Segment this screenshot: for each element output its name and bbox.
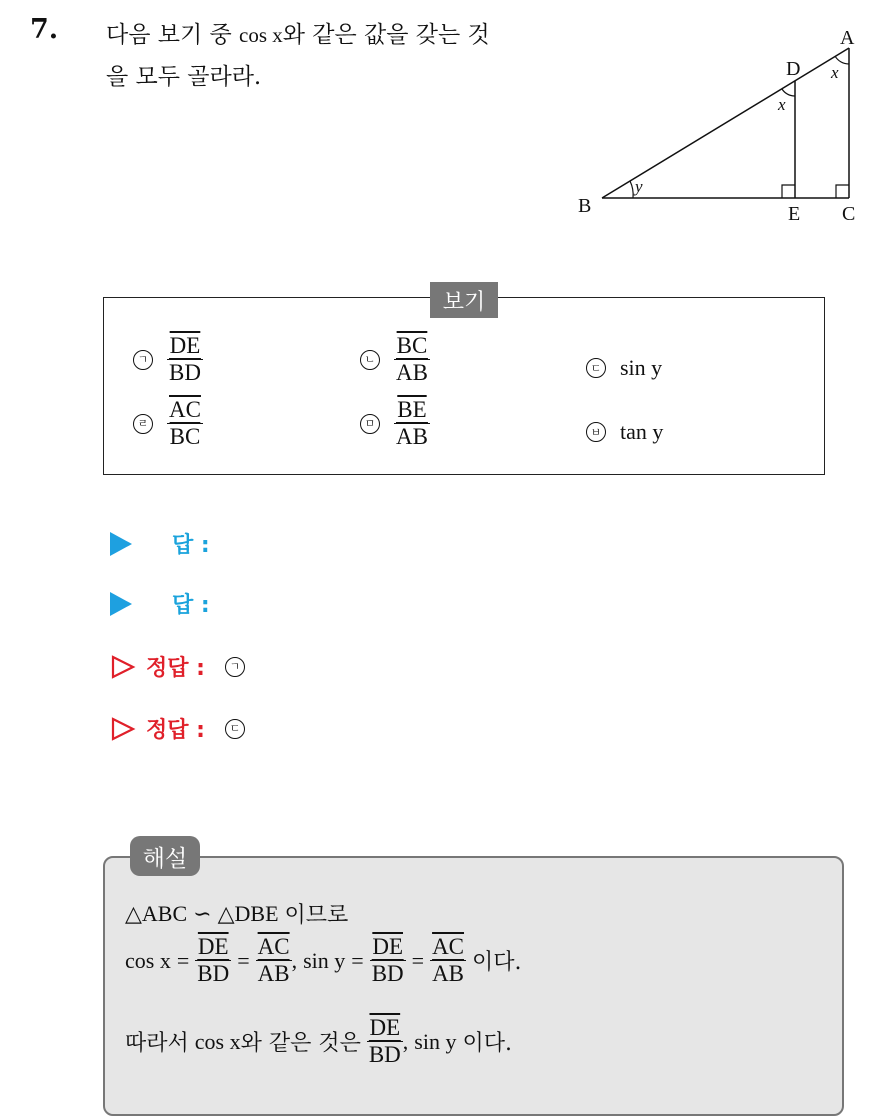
bogi-title: 보기 — [430, 282, 498, 318]
option-bieup — [586, 419, 663, 445]
explanation-line-3 — [125, 1016, 512, 1067]
option-marker: ㄱ — [133, 350, 153, 370]
equals-sign: = — [411, 947, 425, 973]
triangle-dbe: △DBE — [217, 900, 279, 926]
correct-answer-marker: ㄱ — [225, 657, 245, 677]
option-marker: ㄴ — [360, 350, 380, 370]
explanation-mid: 와 같은 것은 — [240, 1031, 361, 1057]
option-fraction: $\frac{\overline{AC}}{BC}$ — [169, 397, 201, 450]
comma: , — [291, 947, 298, 973]
answer-label: 답 : — [172, 533, 210, 558]
angle-x-at-D: x — [778, 95, 786, 114]
sin-y: sin y — [303, 947, 346, 973]
option-marker: ㄹ — [133, 414, 153, 434]
similar-symbol: ∽ — [193, 900, 212, 926]
label-C: C — [842, 203, 856, 225]
play-triangle-icon — [110, 592, 132, 616]
play-triangle-icon — [110, 532, 132, 556]
option-text: tan y — [620, 419, 664, 444]
correct-answer-line-1 — [110, 651, 259, 682]
triangle-abc: △ABC — [125, 900, 188, 926]
cos-x: cos x — [125, 947, 171, 973]
comma: , — [402, 1028, 409, 1054]
fraction-ac-ab: $\frac{\overline{AC}}{AB}$ — [432, 934, 465, 987]
sin-y: sin y — [414, 1028, 457, 1054]
explanation-line-1 — [125, 898, 348, 929]
answer-label: 답 : — [172, 593, 210, 618]
outline-triangle-icon — [110, 716, 136, 742]
bogi-box — [103, 297, 825, 475]
answer-line-1 — [110, 528, 210, 559]
correct-answer-marker: ㄷ — [225, 719, 245, 739]
option-giyeok — [133, 334, 203, 385]
correct-label: 정답 : — [146, 656, 205, 681]
option-text: sin y — [620, 355, 663, 380]
fraction-de-bd: $\frac{\overline{DE}}{BD}$ — [368, 1015, 401, 1068]
outline-triangle-icon — [110, 654, 136, 680]
option-fraction: $\frac{\overline{BE}}{AB}$ — [396, 397, 428, 450]
answer-line-2 — [110, 588, 210, 619]
cos-x: cos x — [194, 1028, 241, 1054]
option-fraction: $\frac{\overline{BC}}{AB}$ — [396, 333, 428, 386]
explanation-title: 해설 — [130, 836, 200, 876]
option-fraction: $\frac{\overline{DE}}{BD}$ — [169, 333, 201, 386]
angle-x-at-A: x — [831, 63, 839, 82]
explanation-prefix: 따라서 — [125, 1031, 189, 1057]
fraction-de-bd: $\frac{\overline{DE}}{BD}$ — [371, 934, 404, 987]
explanation-suffix: 이다. — [462, 1031, 512, 1057]
question-text-post: 와 같은 값을 갖는 것 — [282, 22, 490, 48]
option-marker: ㄷ — [586, 358, 606, 378]
option-digeut — [586, 355, 662, 381]
triangle-figure — [570, 20, 870, 230]
label-B: B — [578, 195, 592, 217]
correct-answer-line-2 — [110, 713, 259, 744]
fraction-de-bd: $\frac{\overline{DE}}{BD}$ — [197, 934, 230, 987]
label-A: A — [840, 27, 855, 49]
option-marker: ㅂ — [586, 422, 606, 442]
equals-sign: = — [351, 947, 364, 973]
option-marker: ㅁ — [360, 414, 380, 434]
question-number: 7. — [30, 14, 59, 45]
label-D: D — [786, 58, 801, 80]
option-mieum — [360, 398, 430, 449]
option-nieun — [360, 334, 430, 385]
explanation-suffix: 이다. — [472, 950, 522, 976]
explanation-line-2 — [125, 935, 522, 986]
equals-sign: = — [237, 947, 250, 973]
label-E: E — [788, 203, 801, 225]
question-cos-x: cos x — [239, 23, 283, 47]
fraction-ac-ab: $\frac{\overline{AC}}{AB}$ — [257, 934, 290, 987]
question-text-pre: 다음 보기 중 — [106, 22, 232, 48]
explanation-suffix: 이므로 — [284, 903, 349, 928]
correct-label: 정답 : — [146, 718, 205, 743]
angle-y-at-B: y — [635, 177, 643, 196]
question-line-2: 을 모두 골라라. — [106, 64, 262, 90]
equals-sign: = — [176, 947, 190, 973]
option-rieul — [133, 398, 203, 449]
question-line-1 — [106, 16, 490, 49]
